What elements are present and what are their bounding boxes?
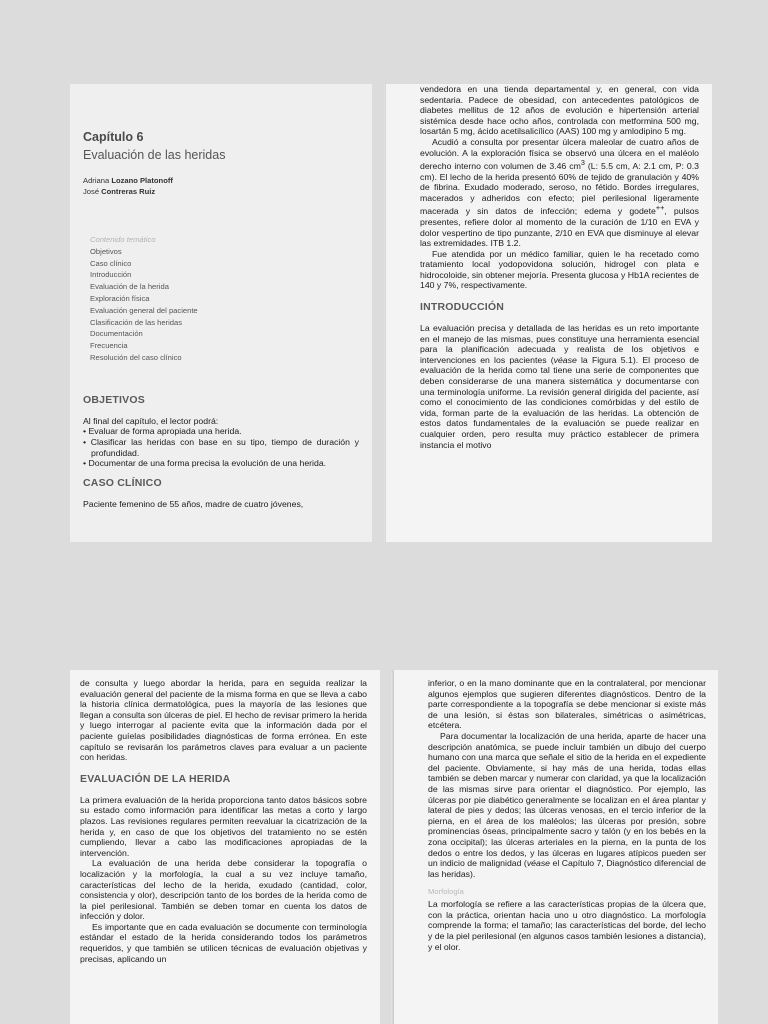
evaluacion-paragraph-2: La evaluación de una herida debe considerar la topografía o localización y la morfología, la cual a su vez incluye tamaño, características del lecho de la herida, exudado (cantidad, color, consistencia y olor), descripción tanto de los bordes de la herida como de la piel perilesional. También se deben tomar en cuenta los datos de infección y dolor. bbox=[80, 858, 367, 922]
author-1-last-name: Lozano Platonoff bbox=[111, 176, 173, 185]
contents-item: Objetivos bbox=[90, 246, 122, 256]
morfologia-paragraph: La morfología se refiere a las características propias de la úlcera que, con la práctica, orientan hacia uno u otro diagnóstico. La morfología comprende la forma; el tamaño; las características del borde, del lecho y de la piel perilesional (en algunos casos también lesiones a distancia), y el olor. bbox=[428, 899, 706, 952]
topografia-part-a: Para documentar la localización de una herida, aparte de hacer una descripción anatómica, se puede incluir también un dibujo del cuerpo humano con una marca que señale el sitio de la herida en el expediente del paciente. Obviamente, si hay más de una herida, todas ellas también se deben marcar y numerar con claridad, ya que la localización de las mismas sirve para orientar el diagnóstico. Por ejemplo, las úlceras por pie diabético generalmente se localizan en el área plantar y lateral de pies y dedos; las úlceras venosas, en el tercio inferior de la pierna, en el área de los maléolos; las úlceras por presión, sobre prominencias óseas, principalmente sacro y talón (y en los bebés en la zona occipital); las úlceras arteriales en la pierna, en la punta de los dedos o entre los dedos, y las úlceras en lugares atípicos pueden ser un indicio de malignidad ( bbox=[428, 730, 706, 869]
chapter-title: Evaluación de las heridas bbox=[83, 148, 226, 162]
case-paragraph-3: Fue atendida por un médico familiar, quien le ha recetado como tratamiento local yodopovidona solución, hidrogel con plata e hidrocoloide, sin obtener mejoría. Presenta glucosa y Hb1A recientes de 140 y 7%, respectivamente. bbox=[420, 248, 699, 291]
author-2-last-name: Contreras Ruiz bbox=[101, 186, 156, 196]
topografia-italic: véase bbox=[526, 858, 551, 869]
contents-item: Resolución del caso clínico bbox=[90, 352, 182, 362]
objetivos-intro: Al final del capítulo, el lector podrá: bbox=[83, 415, 219, 426]
contents-item: Caso clínico bbox=[90, 258, 132, 268]
caso-clinico-text: Paciente femenino de 55 años, madre de cuatro jóvenes, bbox=[83, 498, 304, 509]
introduccion-heading: INTRODUCCIÓN bbox=[420, 301, 505, 314]
page-case-introduction bbox=[386, 84, 712, 542]
contents-item: Documentación bbox=[90, 329, 143, 339]
evaluacion-paragraph-1: La primera evaluación de la herida proporciona tanto datos básicos sobre su estado como información para identificar las metas a corto y largo plazos. Las revisiones regulares permiten reevaluar la cicatrización de la herida y, en caso de que los objetivos del tratamiento no se estén cumpliendo, llevar a cabo las modificaciones apropiadas de la intervención. bbox=[80, 794, 367, 858]
page-chapter-opening bbox=[70, 84, 372, 542]
author-2 bbox=[83, 187, 359, 198]
list-item: • Clasificar las heridas con base en su tipo, tiempo de duración y profundidad. bbox=[83, 437, 359, 458]
table-of-contents bbox=[90, 234, 359, 364]
caso-clinico-heading: CASO CLÍNICO bbox=[83, 476, 162, 489]
evaluacion-paragraph-3: Es importante que en cada evaluación se documente con terminología estándar el estado de la herida considerando todos los parámetros requeridos, y que también se utilicen técnicas de evaluación objetivas y precisas, aplicando un bbox=[80, 921, 367, 964]
case-paragraph-2-part-b: (L: 5.5 cm, A: 2.1 cm, P: 0.3 cm). El lecho de la herida presentó 60% de tejido de granulación y 40% de fibrina. Exudado moderado, seroso, no fétido. Bordes irregulares, macerados y adheridos con efecto; piel perilesional ligeramente macerada y sin datos de infección; edema y godete bbox=[420, 161, 699, 217]
superscript-plus: ++ bbox=[655, 203, 665, 213]
authors bbox=[83, 176, 359, 197]
contents-item: Introducción bbox=[90, 270, 132, 280]
topografia-paragraph-2 bbox=[428, 731, 706, 879]
chapter-number: Capítulo 6 bbox=[83, 130, 144, 144]
superscript-cubed: 3 bbox=[580, 158, 585, 168]
objetivos-heading: OBJETIVOS bbox=[83, 393, 145, 406]
consulta-paragraph: de consulta y luego abordar la herida, para en seguida realizar la evaluación general del paciente de la misma forma en que se lleva a cabo la historia clínica dermatológica, pues la mayoría de las lesiones que llegan a consulta son úlceras de piel. El hecho de revisar primero la herida y luego interrogar al paciente evita que la información dada por el paciente guíelas posibilidades diagnósticas de forma errónea. En este capítulo se revisarán los parámetros claves para evaluar a un paciente con heridas. bbox=[80, 678, 367, 763]
page-topography-morphology bbox=[394, 670, 718, 1024]
introduccion-paragraph bbox=[420, 323, 699, 450]
page-wound-evaluation bbox=[70, 670, 380, 1024]
case-paragraph-1: vendedora en una tienda departamental y, en general, con vida sedentaria. Padece de obesidad, con antecedentes patológicos de diabetes mellitus de 12 años de evolución e hipertensión arterial sistémica desde hace ocho años, controlada con metformina 500 mg, losartán 5 mg, ácido acetilsalicílico (AAS) 100 mg y amlodipino 5 mg. bbox=[420, 84, 699, 137]
intro-part-a: La evaluación precisa y detallada de las heridas es un reto importante en el manejo de las mismas, pues constituye una herramienta esencial para la planificación adecuada y realista de los objetivos e intervenciones en los pacientes ( bbox=[420, 323, 699, 365]
topografia-paragraph-1: inferior, o en la mano dominante que en la contralateral, por mencionar algunos ejemplos que sugieren diferentes diagnósticos. Dentro de la parte correspondiente a la topografía se debe mencionar si existe más de una lesión, si éstas son bilaterales, simétricas o asimétricas, etcétera. bbox=[428, 678, 706, 731]
evaluacion-heading: EVALUACIÓN DE LA HERIDA bbox=[80, 772, 231, 785]
contents-item: Clasificación de las heridas bbox=[90, 317, 183, 327]
contents-item: Exploración física bbox=[90, 293, 150, 303]
objetivos-list bbox=[83, 426, 359, 468]
case-paragraph-2-part-c: , pulsos presentes, refiere dolor al momento de la curación de 1/10 en EVA y dolor vespertino de tipo punzante, 2/10 en EVA que disminuye al elevar las extremidades. ITB 1.2. bbox=[420, 206, 699, 249]
intro-part-b: la Figura 5.1). El proceso de evaluación de la herida como tal tiene una serie de componentes que deben considerarse de una manera sistemática y documentarse con una terminología uniforme. La revisión general dirigida del paciente, así como el conocimiento de las condiciones comórbidas y del estilo de vida, forman parte de la evaluación de las heridas. La obtención de estos datos fundamentales de la evaluación se puede realizar en cualquier orden, pero resulta muy práctico establecer de primera instancia el motivo bbox=[420, 354, 699, 450]
case-paragraph-2 bbox=[420, 137, 699, 249]
contents-item: Evaluación de la herida bbox=[90, 282, 169, 292]
morfologia-heading: Morfología bbox=[428, 887, 464, 897]
list-item: • Documentar de una forma precisa la evolución de una herida. bbox=[83, 458, 359, 469]
author-2-first-name: José bbox=[83, 186, 100, 196]
contents-item: Evaluación general del paciente bbox=[90, 305, 198, 315]
intro-italic: véase bbox=[553, 354, 577, 365]
contents-title: Contenido temático bbox=[90, 235, 156, 244]
case-paragraph-2-part-a: Acudió a consulta por presentar úlcera maleolar de cuatro años de evolución. A la exploración física se observó una úlcera en el maléolo derecho interno con volumen de 3.46 cm bbox=[420, 136, 699, 172]
author-1 bbox=[83, 176, 359, 187]
contents-item: Frecuencia bbox=[90, 341, 128, 351]
topografia-part-b: el Capítulo 7, Diagnóstico diferencial de las heridas). bbox=[428, 858, 706, 879]
author-1-first-name: Adriana bbox=[83, 176, 110, 185]
list-item: • Evaluar de forma apropiada una herida. bbox=[83, 426, 359, 437]
